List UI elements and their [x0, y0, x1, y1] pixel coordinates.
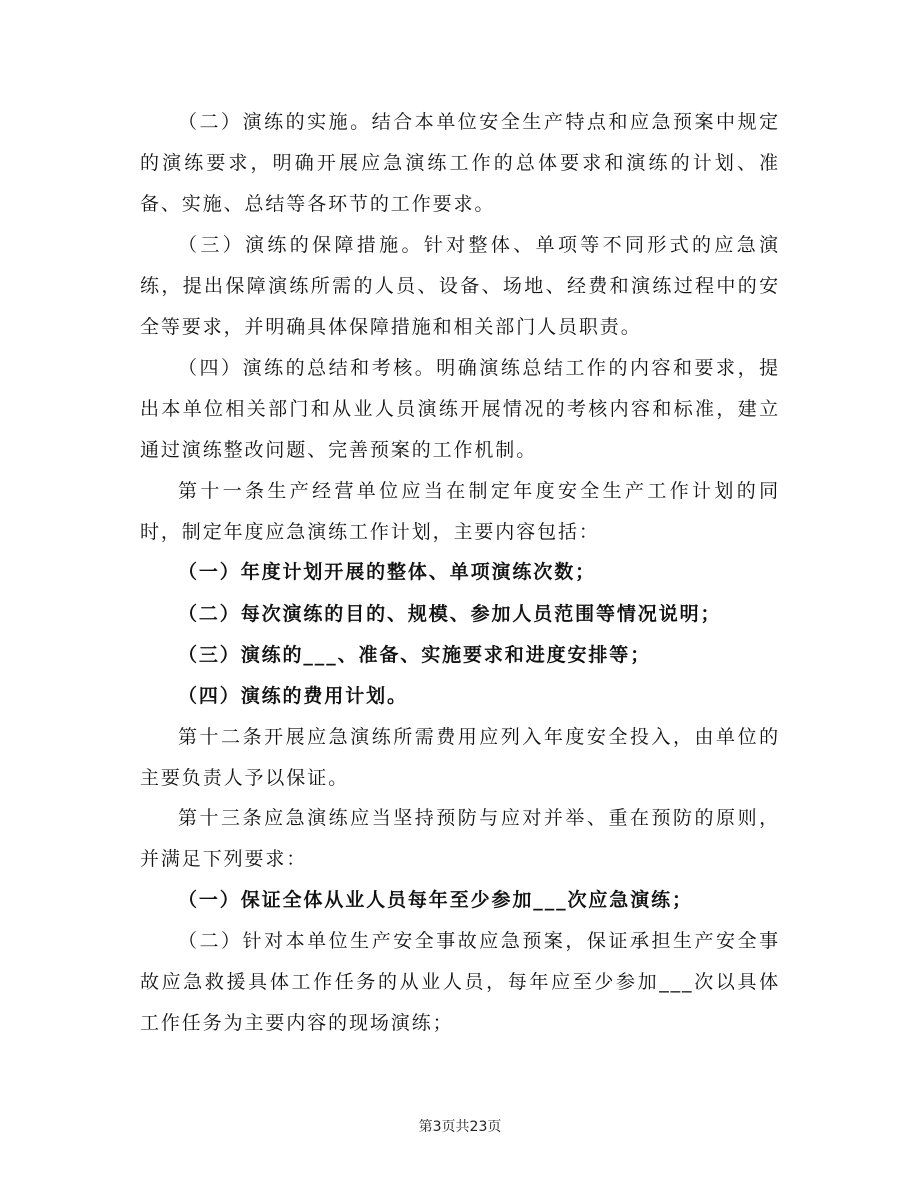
- requirement-item-2: （二）针对本单位生产安全事故应急预案，保证承担生产安全事故应急救援具体工作任务的从业人员，每年应至少参加___次以具体工作任务为主要内容的现场演练；: [140, 930, 780, 1034]
- paragraph-article-13: 第十三条应急演练应当坚持预防与应对并举、重在预防的原则，并满足下列要求：: [140, 807, 780, 870]
- requirement-item-1: （一）保证全体从业人员每年至少参加___次应急演练；: [178, 889, 693, 911]
- list-item-4: （四）演练的费用计划。: [178, 685, 408, 707]
- list-item-2: （二）每次演练的目的、规模、参加人员范围等情况说明；: [178, 603, 722, 625]
- paragraph-drill-implementation: （二）演练的实施。结合本单位安全生产特点和应急预案中规定的演练要求，明确开展应急演练工作的总体要求和演练的计划、准备、实施、总结等各环节的工作要求。: [140, 111, 780, 215]
- paragraph-article-11: 第十一条生产经营单位应当在制定年度安全生产工作计划的同时，制定年度应急演练工作计划，主要内容包括：: [140, 480, 780, 543]
- paragraph-drill-safeguards: （三）演练的保障措施。针对整体、单项等不同形式的应急演练，提出保障演练所需的人员、设备、场地、经费和演练过程中的安全等要求，并明确具体保障措施和相关部门人员职责。: [140, 234, 780, 338]
- page-number-footer: 第3页共23页: [418, 1119, 502, 1135]
- paragraph-article-12: 第十二条开展应急演练所需费用应列入年度安全投入，由单位的主要负责人予以保证。: [140, 726, 780, 789]
- list-item-1: （一）年度计划开展的整体、单项演练次数；: [178, 561, 597, 583]
- paragraph-drill-summary: （四）演练的总结和考核。明确演练总结工作的内容和要求，提出本单位相关部门和从业人员演练开展情况的考核内容和标准，建立通过演练整改问题、完善预案的工作机制。: [140, 357, 780, 461]
- list-item-3: （三）演练的___、准备、实施要求和进度安排等；: [178, 644, 652, 666]
